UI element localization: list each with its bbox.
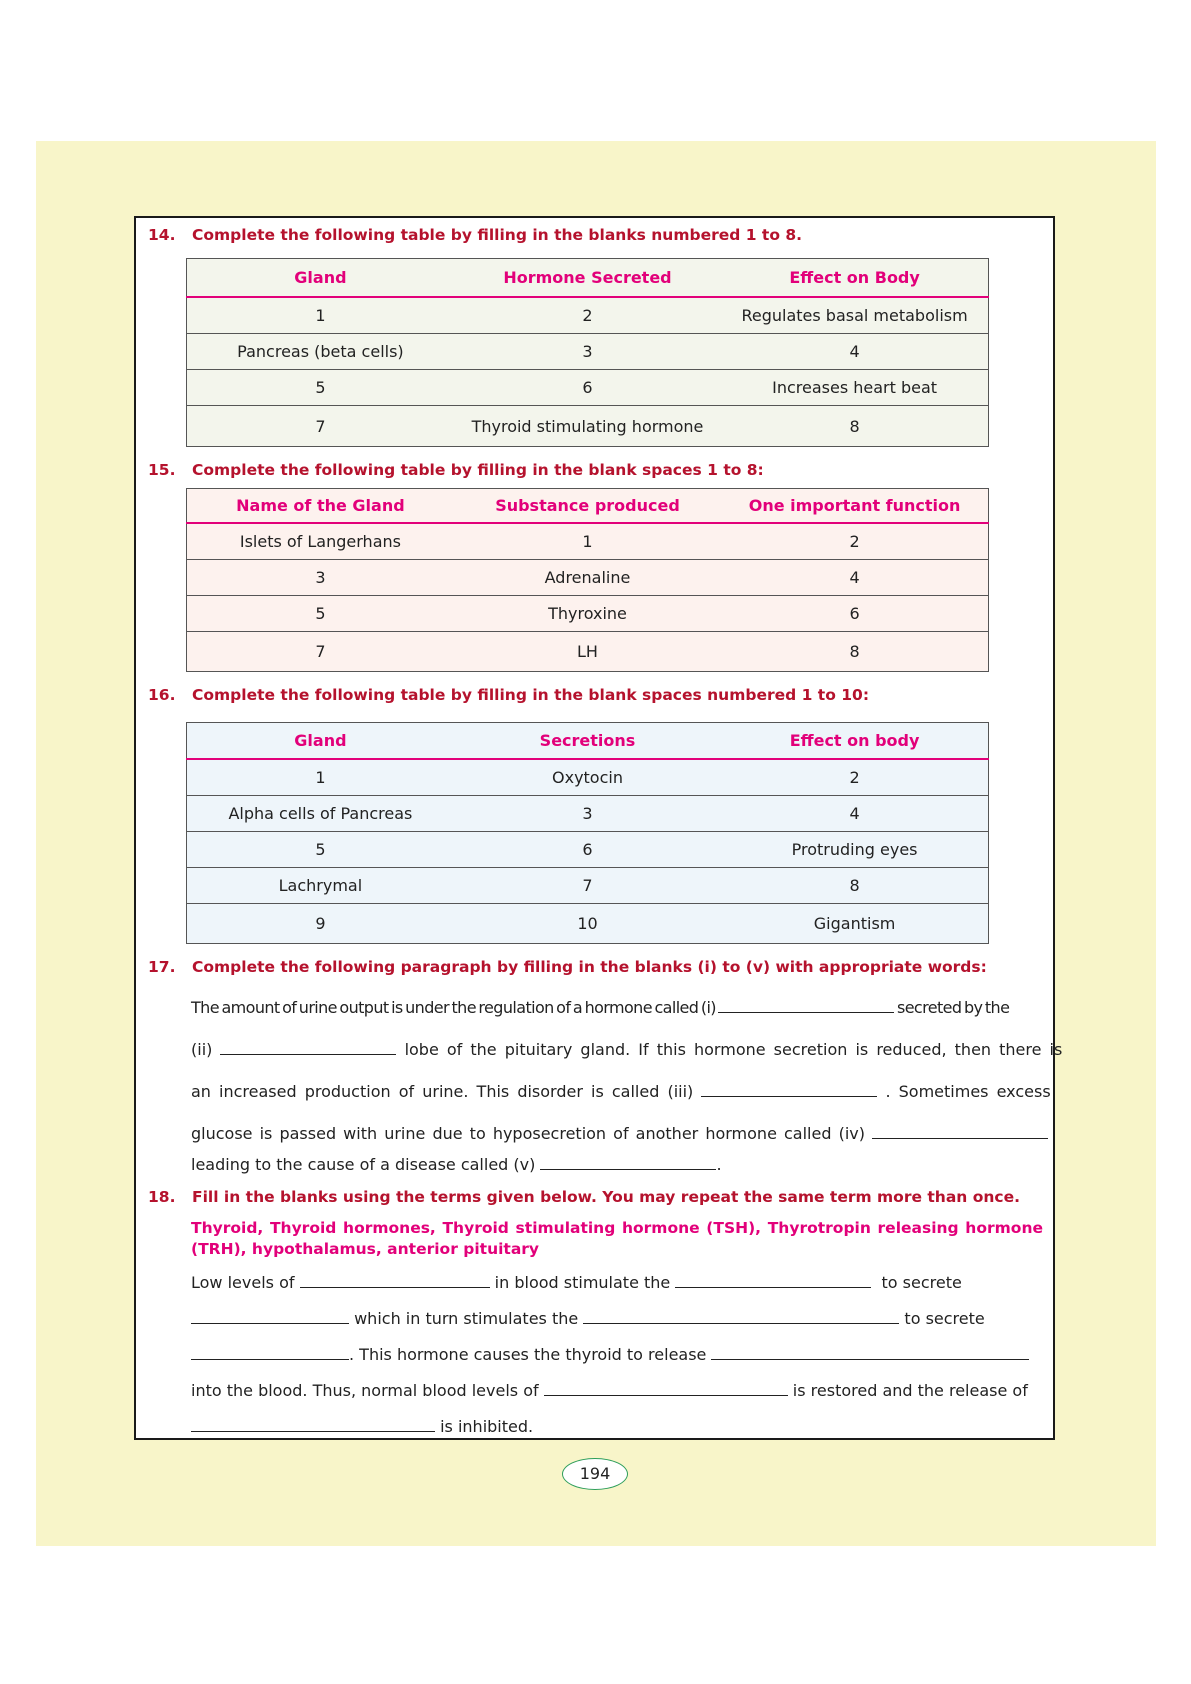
q16-text: Complete the following table by filling in the blank spaces numbered 1 to 10: xyxy=(192,686,870,704)
table-row xyxy=(187,632,989,672)
worksheet-box xyxy=(134,216,1063,1440)
table-cell: 9 xyxy=(187,904,454,944)
table-cell: Gigantism xyxy=(721,904,988,944)
q14-heading xyxy=(148,226,802,244)
q17-text-segment: (ii) xyxy=(191,1040,213,1059)
table-cell: 2 xyxy=(721,759,988,796)
table-cell: 2 xyxy=(454,297,721,334)
table-row xyxy=(187,596,989,632)
table-row xyxy=(187,334,989,370)
table-cell: 10 xyxy=(454,904,721,944)
blank-iv[interactable] xyxy=(872,1124,1048,1139)
table-cell: 3 xyxy=(187,560,454,596)
table-cell: 4 xyxy=(721,560,988,596)
q17-line-2 xyxy=(191,1040,1063,1059)
q18-paragraph xyxy=(191,1273,1043,1443)
q14-number: 14. xyxy=(148,226,176,244)
q17-heading xyxy=(148,958,987,976)
table-cell: Adrenaline xyxy=(454,560,721,596)
q17-text: Complete the following paragraph by filling in the blanks (i) to (v) with appropriate words: xyxy=(192,958,987,976)
q17-line-3 xyxy=(191,1082,1051,1101)
table-cell: 8 xyxy=(721,406,988,447)
blank-iii[interactable] xyxy=(701,1082,877,1097)
q17-text-segment: . xyxy=(716,1155,722,1174)
table-header: Gland xyxy=(187,723,454,760)
q18-blank-4[interactable] xyxy=(583,1309,899,1324)
q17-paragraph xyxy=(191,998,1063,1198)
q17-text-segment: The amount of urine output is under the regulation of a hormone called (i) xyxy=(191,998,716,1017)
q16-heading xyxy=(148,686,869,704)
table-header: Gland xyxy=(187,259,454,298)
q17-text-segment: lobe of the pituitary gland. If this hormone secretion is reduced, then there is xyxy=(404,1040,1063,1059)
table-cell: 2 xyxy=(721,523,988,560)
q15-heading xyxy=(148,461,764,479)
table-row xyxy=(187,796,989,832)
table-header: Substance produced xyxy=(454,489,721,524)
table-header: Effect on body xyxy=(721,723,988,760)
table-row xyxy=(187,560,989,596)
q17-line-1 xyxy=(191,998,1043,1017)
q18-line-4 xyxy=(191,1381,1043,1400)
q17-line-5 xyxy=(191,1155,1043,1174)
q18-line-1 xyxy=(191,1273,1043,1292)
table-cell: 6 xyxy=(454,370,721,406)
q18-blank-5[interactable] xyxy=(191,1345,349,1360)
table-row xyxy=(187,297,989,334)
table-row xyxy=(187,868,989,904)
q18-blank-2[interactable] xyxy=(675,1273,871,1288)
q18-blank-6[interactable] xyxy=(711,1345,1029,1360)
q18-text-segment: Low levels of xyxy=(191,1273,295,1292)
table-row xyxy=(187,370,989,406)
blank-v[interactable] xyxy=(540,1155,716,1170)
q18-line-3 xyxy=(191,1345,1043,1364)
table-cell: Alpha cells of Pancreas xyxy=(187,796,454,832)
blank-i[interactable] xyxy=(718,998,894,1013)
q17-number: 17. xyxy=(148,958,176,976)
q18-terms: Thyroid, Thyroid hormones, Thyroid stimulating hormone (TSH), Thyrotropin releasing hormone (TRH), hypothalamus, anterior pituitary xyxy=(191,1219,1043,1258)
q15-table xyxy=(186,488,989,672)
q16-number: 16. xyxy=(148,686,176,704)
table-cell: 5 xyxy=(187,370,454,406)
table-cell: Islets of Langerhans xyxy=(187,523,454,560)
table-cell: Thyroid stimulating hormone xyxy=(454,406,721,447)
q18-text-segment: is restored and the release of xyxy=(792,1381,1028,1400)
q18-text-segment: to secrete xyxy=(881,1273,962,1292)
table-row xyxy=(187,832,989,868)
table-cell: 5 xyxy=(187,832,454,868)
table-cell: 8 xyxy=(721,868,988,904)
table-row xyxy=(187,904,989,944)
page-number: 194 xyxy=(562,1458,628,1490)
table-cell: 1 xyxy=(454,523,721,560)
table-cell: Regulates basal metabolism xyxy=(721,297,988,334)
q18-blank-8[interactable] xyxy=(191,1417,435,1432)
table-header: Name of the Gland xyxy=(187,489,454,524)
table-cell: 8 xyxy=(721,632,988,672)
table-cell: LH xyxy=(454,632,721,672)
q14-text: Complete the following table by filling in the blanks numbered 1 to 8. xyxy=(192,226,803,244)
q18-blank-3[interactable] xyxy=(191,1309,349,1324)
q17-text-segment: . Sometimes excess xyxy=(885,1082,1051,1101)
table-cell: 1 xyxy=(187,759,454,796)
table-cell: 4 xyxy=(721,796,988,832)
table-cell: Oxytocin xyxy=(454,759,721,796)
q18-line-5 xyxy=(191,1417,1043,1436)
q18-text: Fill in the blanks using the terms given below. You may repeat the same term more than once. xyxy=(192,1188,1020,1206)
table-header: Hormone Secreted xyxy=(454,259,721,298)
table-cell: 3 xyxy=(454,334,721,370)
table-cell: 5 xyxy=(187,596,454,632)
q18-text-segment: into the blood. Thus, normal blood levels of xyxy=(191,1381,539,1400)
table-header: Secretions xyxy=(454,723,721,760)
q17-text-segment: secreted by the xyxy=(896,998,1010,1017)
q17-text-segment: glucose is passed with urine due to hyposecretion of another hormone called (iv) xyxy=(191,1124,865,1143)
table-cell: 7 xyxy=(454,868,721,904)
table-cell: Pancreas (beta cells) xyxy=(187,334,454,370)
q14-table xyxy=(186,258,989,447)
q18-text-segment: in blood stimulate the xyxy=(494,1273,671,1292)
table-cell: 3 xyxy=(454,796,721,832)
q15-number: 15. xyxy=(148,461,176,479)
table-cell: 7 xyxy=(187,632,454,672)
q16-table xyxy=(186,722,989,944)
table-row xyxy=(187,406,989,447)
table-header: Effect on Body xyxy=(721,259,988,298)
q18-text-segment: to secrete xyxy=(904,1309,985,1328)
q18-text-segment: which in turn stimulates the xyxy=(354,1309,579,1328)
table-row xyxy=(187,523,989,560)
q18-blank-1[interactable] xyxy=(300,1273,490,1288)
table-cell: Lachrymal xyxy=(187,868,454,904)
q18-number: 18. xyxy=(148,1188,176,1206)
q15-text: Complete the following table by filling in the blank spaces 1 to 8: xyxy=(192,461,764,479)
q18-heading xyxy=(148,1188,1020,1206)
q18-blank-7[interactable] xyxy=(544,1381,788,1396)
table-cell: 7 xyxy=(187,406,454,447)
table-row xyxy=(187,759,989,796)
q17-text-segment: leading to the cause of a disease called (v) xyxy=(191,1155,536,1174)
table-cell: Protruding eyes xyxy=(721,832,988,868)
q18-text-segment: is inhibited. xyxy=(440,1417,534,1436)
table-cell: 1 xyxy=(187,297,454,334)
q17-text-segment: an increased production of urine. This disorder is called (iii) xyxy=(191,1082,694,1101)
table-cell: Thyroxine xyxy=(454,596,721,632)
blank-ii[interactable] xyxy=(220,1040,396,1055)
q17-line-4 xyxy=(191,1124,1043,1143)
table-cell: 6 xyxy=(721,596,988,632)
q18-text-segment: . This hormone causes the thyroid to release xyxy=(349,1345,707,1364)
table-header: One important function xyxy=(721,489,988,524)
table-cell: 6 xyxy=(454,832,721,868)
table-cell: Increases heart beat xyxy=(721,370,988,406)
q18-line-2 xyxy=(191,1309,1043,1328)
table-cell: 4 xyxy=(721,334,988,370)
